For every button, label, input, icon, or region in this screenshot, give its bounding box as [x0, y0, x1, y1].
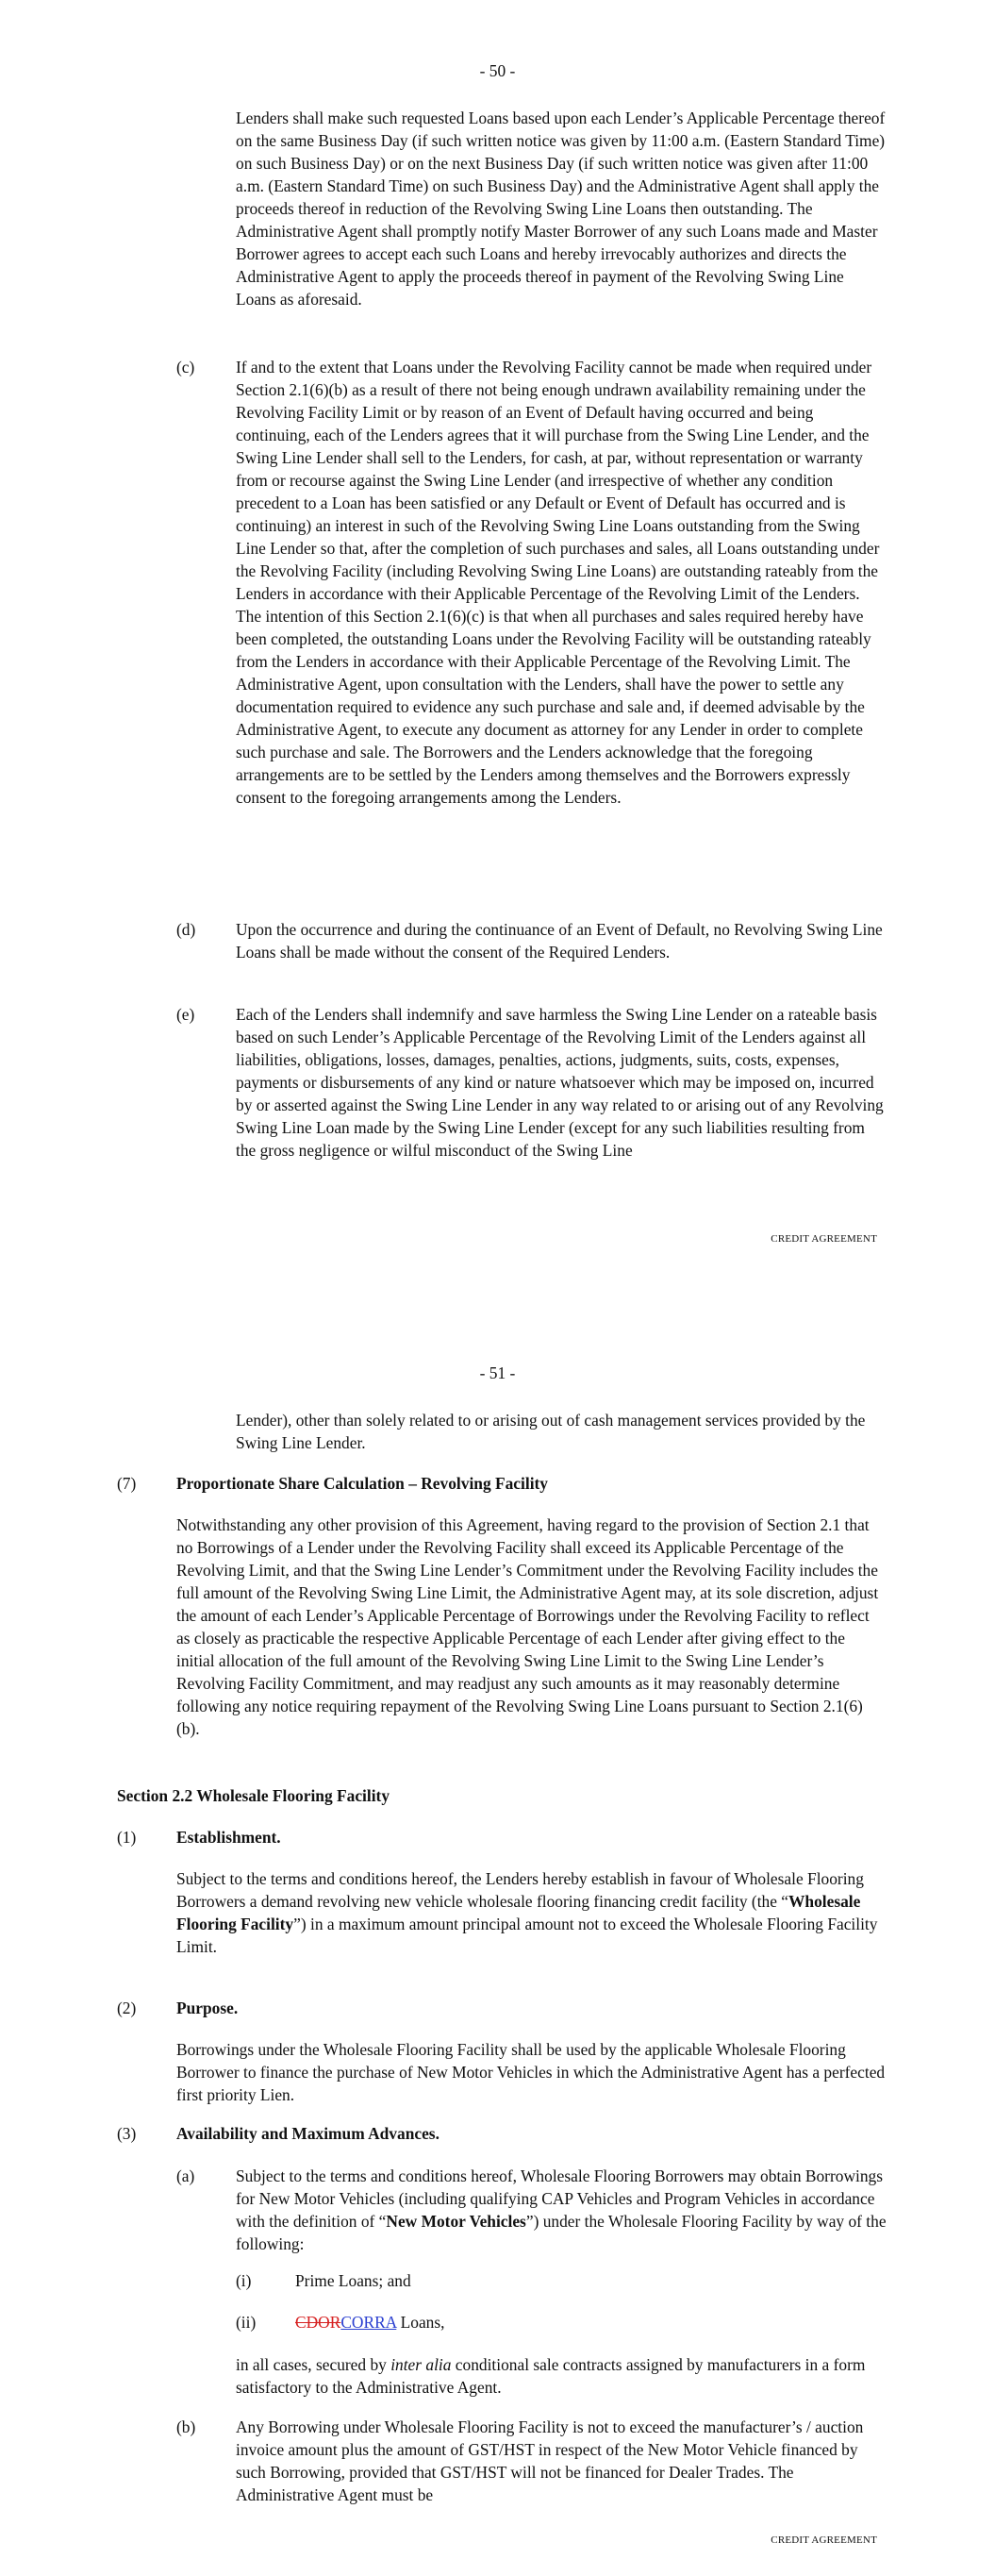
item-a-after-text-a: in all cases, secured by — [236, 2355, 391, 2374]
section-2-2-title: Section 2.2 Wholesale Flooring Facility — [117, 1786, 390, 1805]
item-i-text: Prime Loans; and — [295, 2271, 411, 2290]
item-b-label: (b) — [176, 2417, 196, 2436]
item-a-after-text — [236, 2353, 887, 2399]
subsection-2-label: (2) — [117, 1999, 137, 2017]
page-footer-50: CREDIT AGREEMENT — [771, 1233, 877, 1245]
subsection-1-text — [176, 1867, 886, 1958]
item-a-label: (a) — [176, 2166, 195, 2185]
section-7-title: Proportionate Share Calculation – Revolving Facility — [176, 1474, 549, 1493]
item-a-after-text-b: conditional sale contracts assigned by manufacturers in a form satisfactory to the Administrative Agent. — [236, 2355, 866, 2397]
subsection-1-text-b: ”) in a maximum amount principal amount not to exceed the Wholesale Flooring Facility Limit. — [176, 1915, 878, 1956]
latin-inter-alia: inter alia — [390, 2355, 452, 2374]
item-d-label: (d) — [176, 920, 196, 939]
item-a-text — [236, 2165, 887, 2255]
section-7-body — [176, 1514, 886, 1740]
item-c — [236, 356, 887, 809]
section-7-label: (7) — [117, 1474, 137, 1493]
deleted-text-cdor: CDOR — [295, 2313, 341, 2332]
subsection-3-label: (3) — [117, 2124, 137, 2143]
item-e-text: Each of the Lenders shall indemnify and save harmless the Swing Line Lender on a rateable basis based on such Lender’s Applicable Percentage of the Revolving Limit of the Lenders against all liabilities, obligations, losses, damages, penalties, actions, judgments, suits, costs, expenses, payments or disbursements of any kind or nature whatsoever which may be imposed on, incurred by or asserted against the Swing Line Lender in any way related to or arising out of any Revolving Swing Line Loan made by the Swing Line Lender (except for any such liabilities resulting from the gross negligence or wilful misconduct of the Swing Line — [236, 1005, 884, 1160]
item-a-text-b: ”) under the Wholesale Flooring Facility by way of the following: — [236, 2212, 887, 2253]
continued-paragraph-text: Lenders shall make such requested Loans based upon each Lender’s Applicable Percentage thereof on the same Business Day (if such written notice was given by 11:00 a.m. (Eastern Standard Time) on such Business Day) or on the next Business Day (if such written notice was given after 11:00 a.m. (Eastern Standard Time) on such Business Day) and the Administrative Agent shall apply the proceeds thereof in reduction of the Revolving Swing Line Loans then outstanding. The Administrative Agent shall promptly notify Master Borrower of any such Loans made and Master Borrower agrees to accept each such Loans and hereby irrevocably authorizes and directs the Administrative Agent to apply the proceeds thereof in payment of the Revolving Swing Line Loans as aforesaid. — [236, 109, 886, 309]
subsection-1-body — [176, 1867, 886, 1958]
item-i-label: (i) — [236, 2271, 252, 2290]
page-footer-51: CREDIT AGREEMENT — [771, 2534, 877, 2546]
subsection-1-label: (1) — [117, 1828, 137, 1847]
continued-paragraph — [236, 107, 887, 310]
subsection-2-text: Borrowings under the Wholesale Flooring Facility shall be used by the applicable Wholesale Flooring Borrower to finance the purchase of New Motor Vehicles in which the Administrative Agent has a perfected first priority Lien. — [176, 2040, 886, 2104]
subsection-2-body — [176, 2038, 886, 2106]
page-number-50: - 50 - — [479, 61, 516, 80]
subsection-2-title: Purpose. — [176, 1999, 239, 2017]
continued-paragraph-2-text: Lender), other than solely related to or arising out of cash management services provided by the Swing Line Lender. — [236, 1411, 866, 1452]
item-c-text: If and to the extent that Loans under the Revolving Facility cannot be made when required under Section 2.1(6)(b) as a result of there not being enough undrawn availability remaining under the Revolving Facility Limit or by reason of an Event of Default having occurred and being continuing, each of the Lenders agrees that it will purchase from the Swing Line Lender, and the Swing Line Lender shall sell to the Lenders, for cash, at par, without representation or warranty from or recourse against the Swing Line Lender (and irrespective of whether any condition precedent to a Loan has been satisfied or any Default or Event of Default has occurred and is continuing) an interest in such of the Revolving Swing Line Loans outstanding from the Swing Line Lender so that, after the completion of such purchases and sales, all Loans outstanding under the Revolving Facility (including Revolving Swing Line Loans) are outstanding rateably from the Lenders in accordance with their Applicable Percentage of the Revolving Limit of the Lenders. The intention of this Section 2.1(6)(c) is that when all purchases and sales required hereby have been completed, the outstanding Loans under the Revolving Facility will be outstanding rateably from the Lenders in accordance with their Applicable Percentage of the Revolving Limit. The Administrative Agent, upon consultation with the Lenders, shall have the power to settle any documentation required to evidence any such purchase and sale and, if deemed advisable by the Administrative Agent, to execute any document as attorney for any Lender in order to complete such purchase and sale. The Borrowers and the Lenders acknowledge that the foregoing arrangements are to be settled by the Lenders among themselves and the Borrowers expressly consent to the foregoing arrangements among the Lenders. — [236, 358, 880, 807]
defined-term-new-motor-vehicles: New Motor Vehicles — [386, 2212, 526, 2231]
subsection-1-text-a: Subject to the terms and conditions hereof, the Lenders hereby establish in favour of Wholesale Flooring Borrowers a demand revolving new vehicle wholesale flooring financing credit facility (the “ — [176, 1869, 864, 1911]
item-d-text: Upon the occurrence and during the continuance of an Event of Default, no Revolving Swing Line Loans shall be made without the consent of the Required Lenders. — [236, 920, 883, 962]
item-ii — [295, 2311, 880, 2333]
defined-term-wholesale-flooring-facility: Wholesale Flooring Facility — [176, 1892, 861, 1933]
inserted-text-corra: CORRA — [340, 2313, 397, 2332]
item-e — [236, 1003, 887, 1162]
item-a-after — [236, 2353, 887, 2399]
section-7-text: Notwithstanding any other provision of this Agreement, having regard to the provision of Section 2.1 that no Borrowings of a Lender under the Revolving Facility shall exceed its Applicable Percentage of the Revolving Limit, and that the Swing Line Lender’s Commitment under the Revolving Facility includes the full amount of the Revolving Swing Line Limit, the Administrative Agent may, at its sole discretion, adjust the amount of each Lender’s Applicable Percentage of Borrowings under the Revolving Facility to reflect as closely as practicable the respective Applicable Percentage of each Lender after giving effect to the initial allocation of the full amount of the Revolving Swing Line Limit to the Swing Line Lender’s Revolving Facility Commitment, and may readjust any such amounts as it may reasonably determine following any notice requiring repayment of the Revolving Swing Line Loans pursuant to Section 2.1(6)(b). — [176, 1515, 879, 1738]
item-a-text-a: Subject to the terms and conditions hereof, Wholesale Flooring Borrowers may obtain Borrowings for New Motor Vehicles (including qualifying CAP Vehicles and Program Vehicles in accordance with the definition of “ — [236, 2166, 883, 2231]
item-b — [236, 2416, 887, 2506]
item-ii-label: (ii) — [236, 2313, 257, 2332]
item-ii-rest: Loans, — [396, 2313, 445, 2332]
subsection-3-title: Availability and Maximum Advances. — [176, 2124, 439, 2143]
item-c-label: (c) — [176, 358, 195, 376]
page-number-51: - 51 - — [479, 1363, 516, 1382]
item-a — [236, 2165, 887, 2255]
subsection-1-title: Establishment. — [176, 1828, 281, 1847]
item-b-text: Any Borrowing under Wholesale Flooring Facility is not to exceed the manufacturer’s / auction invoice amount plus the amount of GST/HST in respect of the New Motor Vehicle financed by such Borrowing, provided that GST/HST will not be financed for Dealer Trades. The Administrative Agent must be — [236, 2417, 864, 2504]
item-d — [236, 918, 887, 963]
continued-paragraph-2 — [236, 1409, 887, 1454]
item-e-label: (e) — [176, 1005, 195, 1024]
